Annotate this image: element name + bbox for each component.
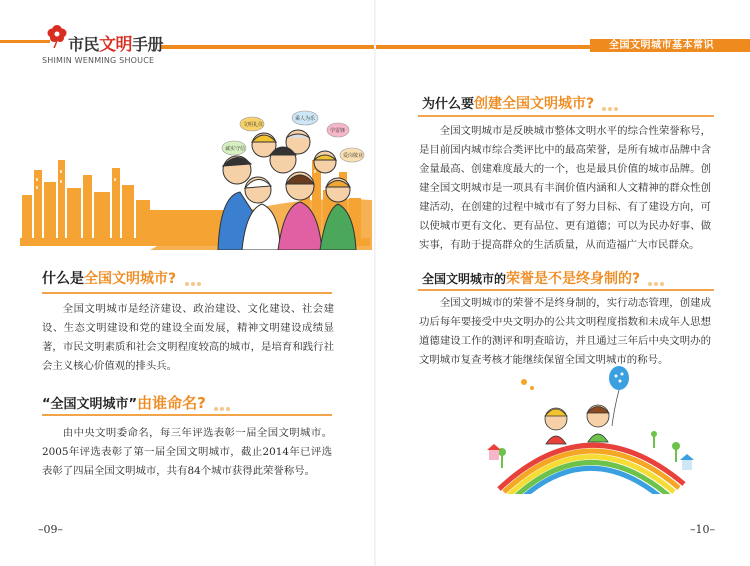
section-divider xyxy=(42,414,332,416)
heading-dots-icon xyxy=(646,278,664,288)
heading-dots-icon xyxy=(600,103,618,113)
header-rule-left xyxy=(0,40,50,43)
section-divider xyxy=(418,115,714,117)
logo-title: 市民文明手册 xyxy=(68,35,164,55)
section-divider xyxy=(418,289,714,291)
section-body-lifetime-honor: 全国文明城市的荣誉不是终身制的，实行动态管理，创建成功后每年要接受中央文明办的公共文明程度指数和未成年人思想道德建设工作的测评和明查暗访，并且通过三年后中央文明办的文明城市复查考核才能继续保留全国文明城市的称号。 xyxy=(419,297,711,366)
citizens-skyline-illustration xyxy=(0,100,372,250)
section-heading-what-is: 什么是全国文明城市? xyxy=(42,268,201,288)
section-heading-why-create: 为什么要创建全国文明城市? xyxy=(422,93,618,113)
section-heading-lifetime-honor: 全国文明城市的荣誉是不是终身制的? xyxy=(422,268,664,288)
heading-dots-icon xyxy=(212,403,230,413)
header-right-title: 全国文明城市基本常识 xyxy=(609,40,714,51)
section-body-who-names: 由中央文明委命名，每三年评选表彰一届全国文明城市。2005年评选表彰了第一届全国文明城市，截止2014年已评选表彰了四届全国文明城市，共有84个城市获得此荣誉称号。 xyxy=(42,427,332,477)
flower-logo-icon xyxy=(46,22,68,48)
section-heading-who-names: “全国文明城市”由谁命名? xyxy=(42,392,230,413)
rainbow-children-illustration xyxy=(484,364,699,494)
page-number-left: –09– xyxy=(38,523,63,536)
bubble-label: 爱岗敬业 xyxy=(343,153,364,159)
bubble-label: 诚实守信 xyxy=(225,146,246,152)
section-body-why-create: 全国文明城市是反映城市整体文明水平的综合性荣誉称号，是目前国内城市综合类评比中的最高荣誉，是所有城市品牌中含金量最高、创建难度最大的一个，也是最具价值的城市品牌。创建全国文明城市是一项具有丰润价值内涵和人文精神的群众性创建活动，在创建的过程中城市有了努力目标、有了建设方向，可以使城市更有文化、更有品位、更有道德；可以为民办好事、做实事，有助于提高群众的生活质量，从而造福广大市民群众。 xyxy=(419,125,711,251)
bubble-label: 学雷锋 xyxy=(330,128,346,134)
section-body-what-is: 全国文明城市是经济建设、政治建设、文化建设、社会建设、生态文明建设和党的建设全面发展，精神文明建设成绩显著，市民文明素质和社会文明程度较高的城市，是培育和践行社会主义核心价值观的排头兵。 xyxy=(42,303,334,372)
bubble-label: 乘人为乐 xyxy=(295,116,316,122)
logo-subtitle: SHIMIN WENMING SHOUCE xyxy=(42,56,155,65)
heading-dots-icon xyxy=(183,278,201,288)
page-fold xyxy=(374,0,376,566)
section-divider xyxy=(42,292,332,294)
page-number-right: –10– xyxy=(690,523,715,536)
bubble-label: 文明礼仪 xyxy=(243,122,264,128)
